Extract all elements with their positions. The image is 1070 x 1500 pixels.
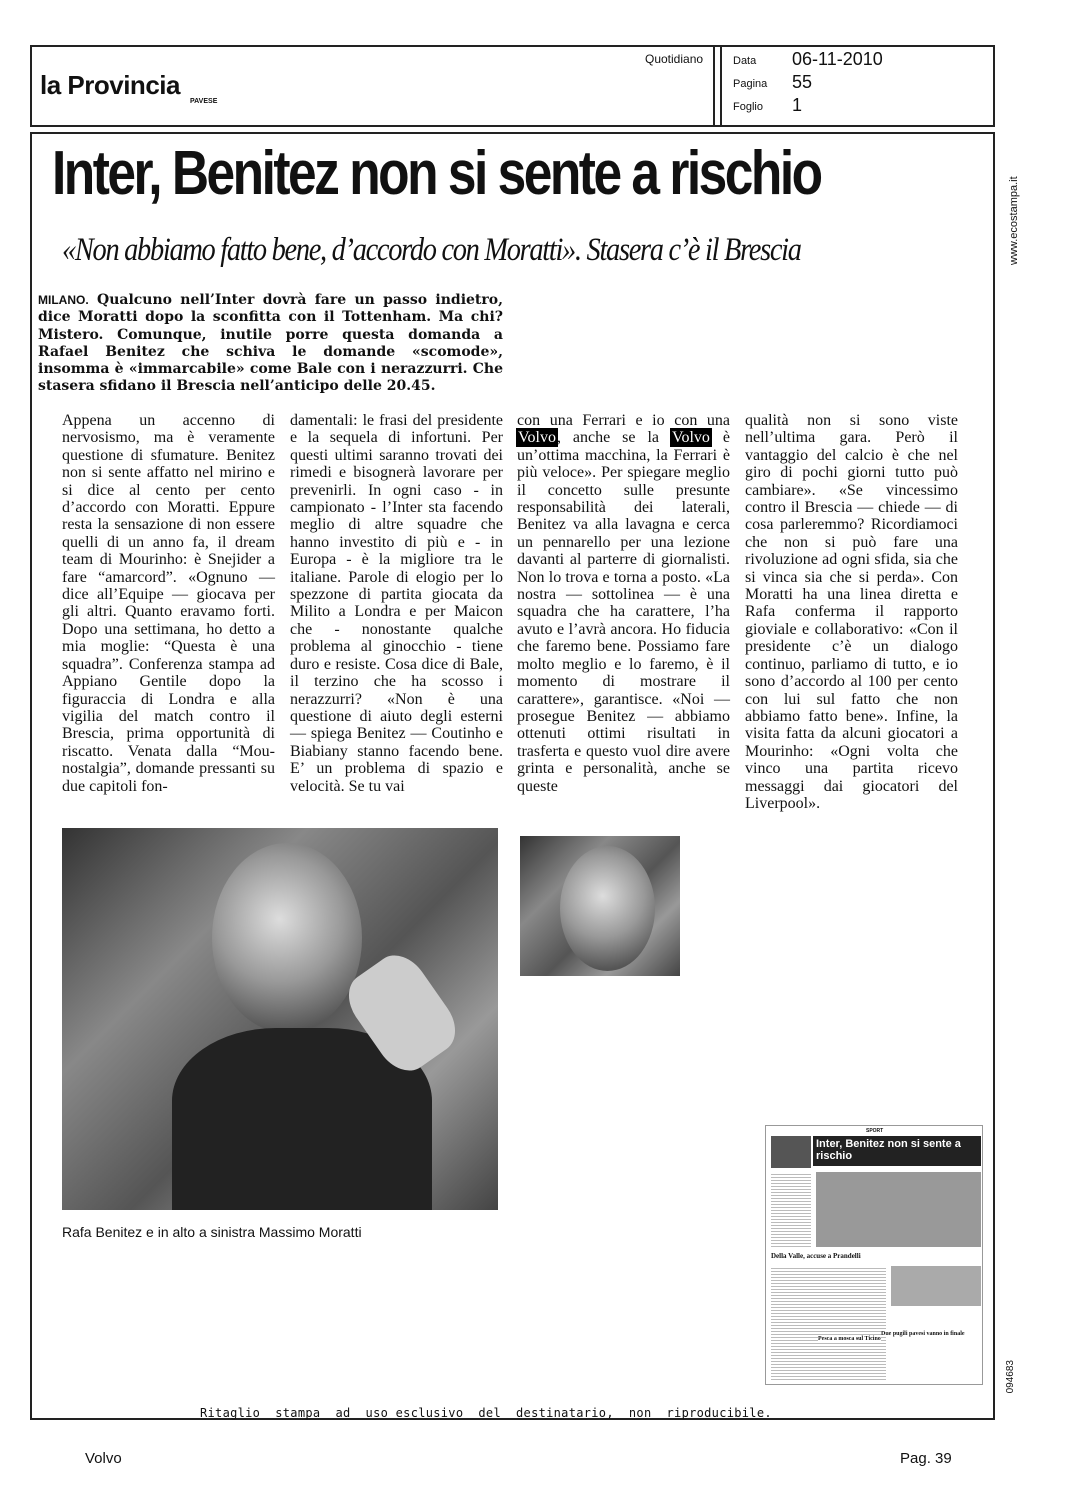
- page-thumbnail: [765, 1125, 983, 1385]
- footer-page-number: Pag. 39: [900, 1450, 952, 1467]
- article-headline: Inter, Benitez non si sente a rischio: [52, 139, 821, 208]
- thumb-story-3: Pesca a mosca sul Ticino: [818, 1336, 881, 1342]
- keyword-highlight: Volvo: [671, 429, 710, 447]
- thumb-text-block: [771, 1172, 811, 1247]
- footer-keyword: Volvo: [85, 1450, 122, 1467]
- date-value: 06-11-2010: [792, 49, 883, 69]
- thumb-text-block: [771, 1266, 886, 1381]
- sheet-value: 1: [792, 95, 803, 115]
- copyright-notice: Ritaglio stampa ad uso esclusivo del destinatario, non riproducibile.: [200, 1406, 772, 1420]
- article-column-3: [517, 412, 730, 795]
- col3-text-c: è un’ottima macchina, la Ferrari è più veloce». Per spiegare meglio il concetto sulle presunte responsabilità dei laterali, Benitez va alla lavagna e cerca un pennarello per una lezione davanti al parterre di giornalisti. Non lo trova e torna a posto. «La nostra — sottolinea — è una squadra che ha carattere, l’ha avuto e l’avrà ancora. Ho fiducia che faremo bene. Possiamo fare molto meglio e lo faremo, è il momento di mostrare il carattere», garantisce. «Noi — prosegue Benitez — abbiamo ottenuti ottimi risultati in trasferta e questo vuol dire avere grinta e personalità, anche se queste: [517, 429, 730, 795]
- sheet-label: Foglio: [733, 101, 763, 113]
- benitez-photo: [62, 828, 498, 1210]
- article-column-4: qualità non si sono viste nell’ultima gara. Però il vantaggio del calcio è che nel giro di pochi giorni tutto può cambiare». «Se vincessimo contro il Brescia — chiede — di cosa parleremmo? Ricordiamoci che non si può fare una rivoluzione ad ogni sfida, sia che si vinca sia che si perda». Con Moratti ha una linea diretta e Rafa conferma il rapporto gioviale e collaborativo: «Con il presidente c’è un dialogo continuo, parliamo di tutto, e io sono d’accordo al 100 per cento con lui sul fatto che non abbiamo fatto bene». Infine, la visita fatta da alcuni giocatori a Mourinho: «Ogni volta che vinco una partita ricevo messaggi dai giocatori del Liverpool».: [745, 412, 958, 812]
- article-lead: [38, 292, 503, 396]
- publication-type: Quotidiano: [645, 52, 704, 66]
- page-label: Pagina: [733, 78, 768, 90]
- lead-text: Qualcuno nell’Inter dovrà fare un passo indietro, dice Moratti dopo la sconfitta con il Tottenham. Ma chi? Mistero. Comunque, inutile porre questa domanda a Rafael Benitez che schiva le domande «scomode», insomma è «immarcabile» come Bale con i nerazzurri. Che stasera sfidano il Brescia nell’anticipo delle 20.45.: [38, 292, 503, 395]
- article-column-1: Appena un accenno di nervosismo, ma è veramente questione di sfumature. Benitez non si sente affatto nel mirino e si dice al cento per cento d’accordo con Moratti. Eppure resta la sensazione di non essere quelli di un anno fa, il dream team di Mourinho: è Snejider a fare “amarcord”. «Ognuno — dice all’Equipe — giocava per gli altri. Quanto eravamo forti. Dopo una settimana, ho detto a mia moglie: “Questa è una squadra”. Conferenza stampa ad Appiano Gentile dopo la figuraccia di Londra e alla vigilia del match contro il Brescia, prima opportunità di riscatto. Venata dalla “Mou-nostalgia”, domande pressanti su due capitoli fon-: [62, 412, 275, 795]
- article-column-2: damentali: le frasi del presidente e la sequela di infortuni. Per questi ultimi saranno trovati dei rimedi e bisognerà lavorare per prevenirli. In ogni caso - in campionato - l’Inter sta facendo meglio di altre squadre che hanno investito di più e - in Europa - è la migliore tra le italiane. Parole di elogio per lo spezzone di partita giocata da Milito a Londra e per Maicon che - nonostante qualche problema al ginocchio - tiene duro e resiste. Cosa dice di Bale, il terzino che ha scosso i nerazzurri? «Non è una questione di aiuto degli esterni — spiega Benitez — Coutinho e Biabiany stanno facendo bene. E’ un problema di spazio e velocità. Se tu vai: [290, 412, 503, 795]
- side-code: 094683: [1005, 1360, 1016, 1394]
- thumb-headline: Inter, Benitez non si sente a rischio: [813, 1136, 981, 1166]
- article-subhead: «Non abbiamo fatto bene, d’accordo con Moratti». Stasera c’è il Brescia: [62, 232, 801, 268]
- thumb-story-4: Due pugili pavesi vanno in finale: [881, 1331, 965, 1337]
- thumb-photo-large: [816, 1172, 981, 1247]
- col3-text-a: con una Ferrari e io con una: [517, 412, 730, 429]
- moratti-photo: [520, 836, 680, 976]
- top-rule: [30, 132, 995, 134]
- header-divider: [713, 45, 715, 127]
- photo-caption: Rafa Benitez e in alto a sinistra Massimo Moratti: [62, 1224, 362, 1240]
- lead-city: MILANO.: [38, 293, 89, 307]
- thumb-photo: [771, 1136, 811, 1168]
- thumb-section: SPORT: [866, 1128, 884, 1134]
- thumb-story-2: Della Valle, accuse a Prandelli: [771, 1252, 861, 1260]
- date-label: Data: [733, 55, 757, 67]
- newspaper-logo-sub: PAVESE: [190, 98, 218, 105]
- page-value: 55: [792, 72, 813, 92]
- col3-text-b: , anche se la: [556, 429, 671, 447]
- header-divider: [720, 45, 722, 127]
- thumb-photo-small: [891, 1266, 981, 1306]
- newspaper-logo: la Provincia: [40, 70, 180, 100]
- keyword-highlight: Volvo: [518, 429, 556, 447]
- side-url: www.ecostampa.it: [1008, 176, 1020, 265]
